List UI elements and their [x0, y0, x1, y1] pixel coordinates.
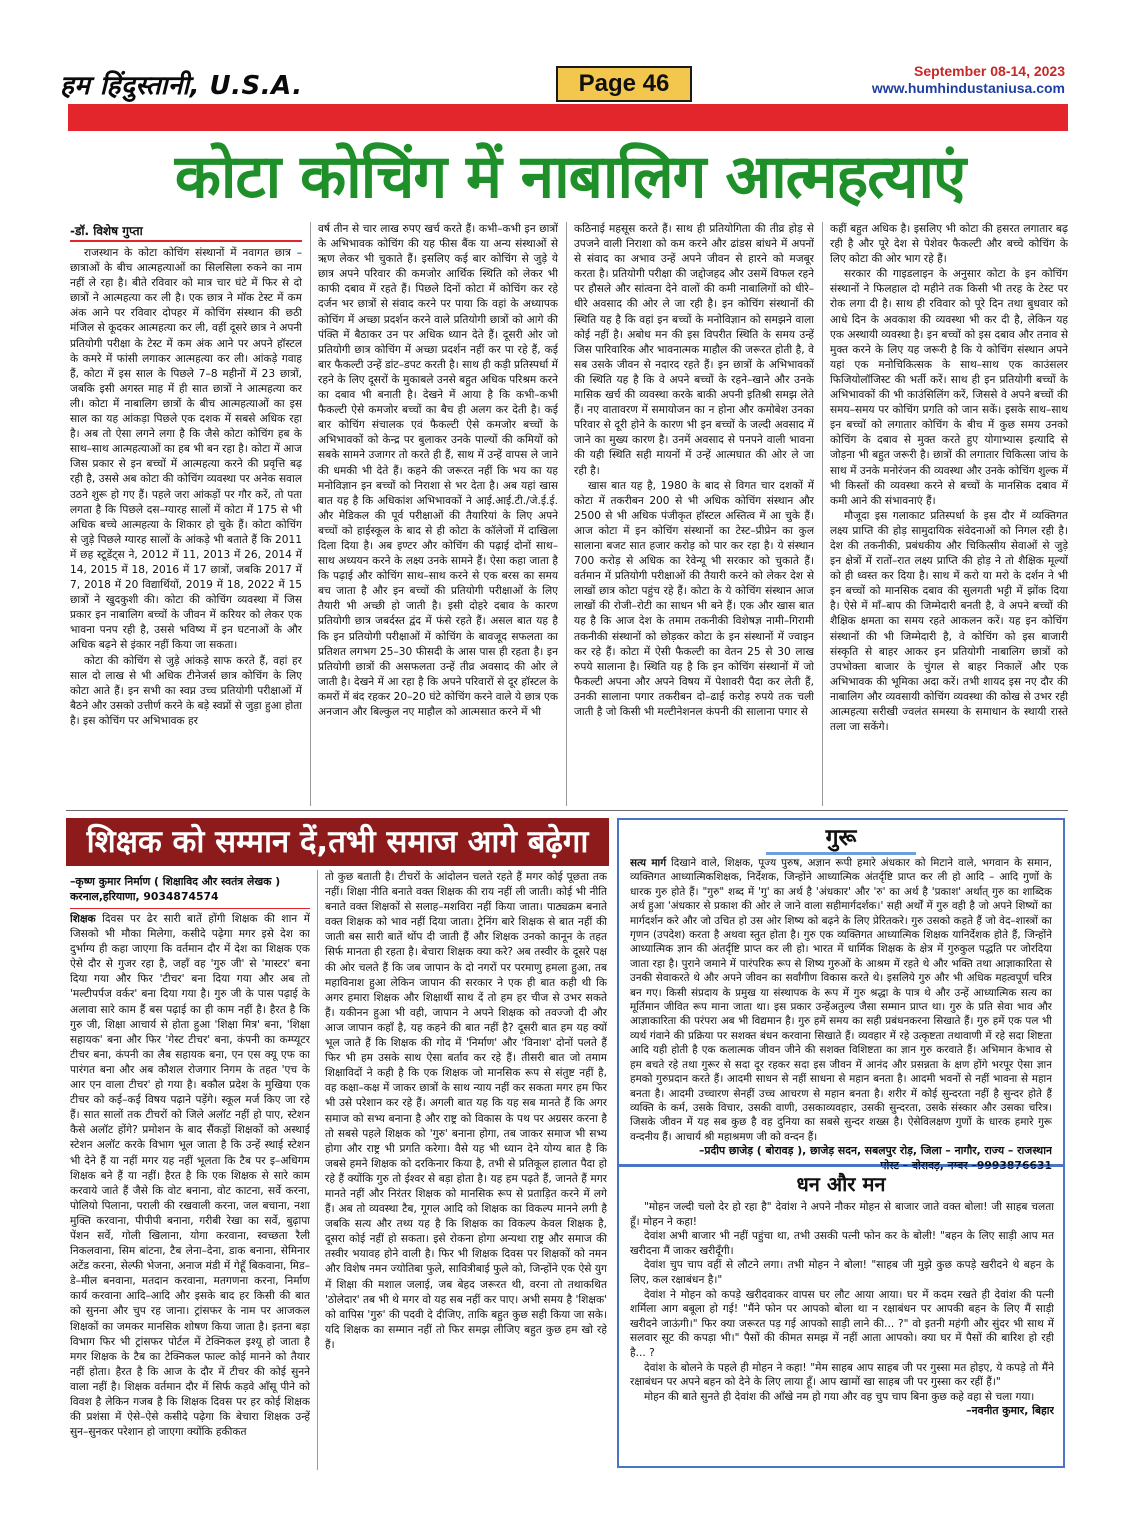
teacher-article-headline: शिक्षक को सम्मान दें,तभी समाज आगे बढ़ेगा: [66, 818, 609, 866]
paragraph-text: दिवस पर ढेर सारी बातें होंगी शिक्षक की शान में जिसको भी मौका मिलेगा, कसीदे पढ़ेगा मगर इसे देश का दुर्भाग्य ही कहा जाएगा कि वर्तमान दौर में देश का शिक्षक एक ऐसे दौर से गुजर रहा है, जहाँ वह 'गुरु जी' से 'मास्टर' बना दिया गया और फिर 'टीचर' बना दिया गया और अब तो 'मल्टीपर्पज वर्कर' बना दिया गया है। गुरु जी के पास पढ़ाई के अलावा सारे काम हैं बस पढ़ाई का ही काम नहीं है। हैरत है कि गुरु जी, शिक्षा आचार्य से होता हुआ 'शिक्षा मित्र' बना, 'शिक्षा सहायक' बना और फिर 'गेस्ट टीचर' बना, कंपनी का कम्प्यूटर टीचर बना, कंपनी का लैब सहायक बना, एन एस क्यू एफ का पारंगत बना और अब कौशल रोजगार निगम के तहत 'एच के आर एन वाला टीचर' हो गया है। बकौल प्रदेश के मुखिया एक टीचर को कई–कई विषय पढ़ाने पड़ेंगे। स्कूल मर्ज किए जा रहे हैं। सात सालों तक टीचरों को जिले अलॉट नहीं हो पाए, स्टेशन कैसे अलॉट होंगे? प्रमोशन के बाद सैंकड़ों शिक्षकों को अस्थाई स्टेशन अलॉट करके विभाग भूल जाता है कि उन्हें स्थाई स्टेशन भी देने हैं या नहीं मगर यह नहीं भूलता कि टैब पर इ–अधिगम शिक्षक बने हैं या नहीं। हैरत है कि एक शिक्षक से सारे काम करवाये जाते हैं जैसे कि वोट बनाना, वोट काटना, सर्वे करना, पोलियो पिलाना, पराली की रखवाली करना, जल बचाना, नशा मुक्ति करवाना, पीपीपी बनाना, गरीबी रेखा का सर्वे, बुढ़ापा पेंशन सर्वे, गोली खिलाना, योगा करवाना, स्वच्छता रैली निकलवाना, सिम बांटना, टैब लेना–देना, डाक बनाना, सेमिनार अटेंड करना, सेल्फी भेजना, अनाज मंडी में गेहूँ बिकवाना, मिड–डे–मील बनवाना, मतदान करवाना, मतगणना करना, निर्माण कार्य करवाना आदि–आदि और इसके बाद हर किसी की बात को सुनना और चुप रह जाना। ट्रांसफर के नाम पर आजकल शिक्षकों का जमकर मानसिक शोषण किया जाता है। इतना बड़ा विभाग फिर भी ट्रांसफर पोर्टल में टेक्निकल इश्यू हो जाता है मगर शिक्षक के टैब का टेक्निकल फाल्ट कोई मानने को तैयार नहीं होता। हैरत है कि आज के दौर में टीचर की कोई सुनने वाला नहीं है। शिक्षक वर्तमान दौर में सिर्फ कड़वे आँसू पीने को विवश है लेकिन गजब है कि शिक्षक दिवस पर हर कोई शिक्षक की प्रशंसा में ऐसे–ऐसे कसीदे पढ़ेगा कि बेचारा शिक्षक उन्हें सुन–सुनकर परेशान हो जाएगा क्योंकि हकीकत: [70, 913, 310, 1439]
paragraph: तो कुछ बताती है। टीचरों के आंदोलन चलते रहते हैं मगर कोई पूछता तक नहीं। शिक्षा नीति बनाते वक्त शिक्षक की राय नहीं ली जाती। कोई भी नीति बनाते वक्त शिक्षकों से सलाह–मशविरा नहीं किया जाता। पाठ्यक्रम बनाते वक्त शिक्षक को भाव नहीं दिया जाता। ट्रेनिंग बारे शिक्षक से बात नहीं की जाती बस सारी बातें थोंप दी जाती हैं और शिक्षक उनको कानून के तहत सिर्फ मानता ही रहता है। बेचारा शिक्षक क्या करे? अब तस्वीर के दूसरे पक्ष की ओर चलते हैं कि जब जापान के दो नगरों पर परमाणु हमला हुआ, तब महाविनाश हुआ लेकिन जापान की सरकार ने एक ही बात कही थी कि अगर हमारा शिक्षक और शिक्षार्थी साथ दें तो हम हर चीज से उभर सकते हैं। यकीनन हुआ भी वही, जापान ने अपने शिक्षक को तवज्जो दी और आज जापान कहाँ है, यह कहने की बात नहीं है? दूसरी बात हम यह क्यों भूल जाते हैं कि शिक्षक की गोद में 'निर्माण' और 'विनाश' दोनों पलते हैं फिर भी हम उसके साथ ऐसा बर्ताव कर रहे हैं। तीसरी बात जो तमाम शिक्षाविदों ने कही है कि एक शिक्षक जो मानसिक रूप से संतुष्ट नहीं है, वह कक्षा–कक्ष में जाकर छात्रों के साथ न्याय नहीं कर सकता मगर हम फिर भी उसे परेशान कर रहे हैं। अगली बात यह कि यह सब मानते हैं कि अगर समाज को सभ्य बनाना है और राष्ट्र को विकास के पथ पर अग्रसर करना है तो सबसे पहले शिक्षक को 'गुरु' बनाना होगा, तब जाकर समाज भी सभ्य होगा और राष्ट्र भी प्रगति करेगा। वैसे यह भी ध्यान देने योग्य बात है कि जबसे हमने शिक्षक को दरकिनार किया है, तभी से प्रतिकूल हालात पैदा हो रहे हैं क्योंकि गुरु तो ईश्वर से बड़ा होता है। यह हम पढ़ते हैं, जानते हैं मगर मानते नहीं और निरंतर शिक्षक को मानसिक रूप से प्रताड़ित करने में लगे हैं। अब तो व्यवस्था टैब, गूगल आदि को शिक्षक का विकल्प मानने लगी है जबकि सत्य और तथ्य यह है कि शिक्षक का विकल्प केवल शिक्षक है, दूसरा कोई नहीं हो सकता। इसे रोकना होगा अन्यथा राष्ट्र और समाज की तस्वीर भयावह होने वाली है। फिर भी शिक्षक दिवस पर शिक्षकों को नमन और विशेष नमन ज्योतिबा फुले, सावित्रीबाई फुले को, जिन्होंने एक ऐसे युग में शिक्षा की मशाल जलाई, जब बेहद जरूरत थी, वरना तो तथाकथित 'ठोलेदार' तब भी थे मगर वो यह सब नहीं कर पाए। अभी समय है 'शिक्षक' को वापिस 'गुरु' की पदवी दे दीजिए, ताकि बहुत कुछ सही किया जा सके। यदि शिक्षक का सम्मान नहीं तो फिर समझ लीजिए बहुत कुछ हम खो रहे हैं।: [325, 871, 607, 1351]
main-headline: कोटा कोचिंग में नाबालिग आत्महत्याएं: [174, 142, 966, 212]
paragraph: देवांश ने मोहन को कपड़े खरीदवाकर वापस घर लौट आया आया। घर में कदम रखते ही देवांश की पत्नी शर्मिला आग बबूला हो गई! "मैंने फोन पर आपको बोला था न रक्षाबंधन पर आपकी बहन के लिए मैं साड़ी खरीदने जाऊंगी।" फिर क्या जरूरत पड़ गई आपको साड़ी लाने की... ?" वो इतनी महंगी और सुंदर भी साथ में सलवार सूट की कपड़ा भी।" पैसों की कीमत समझ में नहीं आता आपको। क्या घर में पैसों की बारिश हो रही है... ?: [630, 1288, 1054, 1359]
column-divider: [822, 222, 823, 806]
byline-location: करनाल,हरियाणा, 9034874574: [70, 890, 219, 903]
author-underline: [70, 240, 302, 242]
page-number-tab: Page 46: [556, 66, 692, 102]
lead-phrase: सत्य मार्ग: [630, 857, 667, 869]
paragraph: खास बात यह है, 1980 के बाद से विगत चार दशकों में कोटा में तकरीबन 200 से भी अधिक कोचिंग संस्थान और 2500 से भी अधिक पंजीकृत हॉस्टल अस्तित्व में आ चुके हैं। आज कोटा में इन कोचिंग संस्थानों का टेस्ट–प्रीप्रेन का कुल सालाना बजट सात हजार करोड़ को पार कर रहा है। ये संस्थान 700 करोड़ से अधिक का रेवेन्यू भी सरकार को चुकाते हैं। वर्तमान में प्रतियोगी परीक्षाओं की तैयारी करने को लेकर देश से लाखों छात्र कोटा पहुंच रहे हैं। कोटा के ये कोचिंग संस्थान आज लाखों की रोजी–रोटी का साधन भी बने हैं। एक और खास बात यह है कि आज देश के तमाम तकनीकी विशेषज्ञ नामी–गिरामी तकनीकी संस्थानों को छोड़कर कोटा के इन संस्थानों में ज्वाइन कर रहे हैं। कोटा में ऐसी फैकल्टी का वेतन 25 से 30 लाख रुपये सालाना है। स्थिति यह है कि इन कोचिंग संस्थानों में जो फैकल्टी अपना और अपने विषय में पेशावरी पैदा कर लेती हैं, उनकी सालाना पगार तकरीबन दो–ढाई करोड़ रुपये तक चली जाती है जो किसी भी मल्टीनेशनल कंपनी की सालाना पगार से: [574, 479, 814, 718]
section-divider: [66, 810, 1068, 811]
red-header-band: [68, 104, 1068, 131]
paragraph: राजस्थान के कोटा कोचिंग संस्थानों में नवागत छात्र – छात्राओं के बीच आत्महत्याओं का सिलसिला रुकने का नाम नहीं ले रहा है। बीते रविवार को मात्र चार घंटे में फिर से दो छात्रों ने आत्महत्या कर ली है। एक छात्र ने मॉक टेस्ट में कम अंक आने पर रविवार दोपहर में कोचिंग संस्थान की छठी मंजिल से कूदकर आत्महत्या कर ली, वहीं दूसरे छात्र ने अपनी प्रतियोगी परीक्षा के टेस्ट में कम अंक आने पर अपने हॉस्टल के कमरे में फांसी लगाकर आत्महत्या कर ली। आंकड़े गवाह हैं, कोटा में इस साल के पिछले 7–8 महीनों में 23 छात्रों, जबकि इसी अगस्त माह में ही सात छात्रों ने आत्महत्या कर ली। कोटा में नाबालिग छात्रों के बीच आत्महत्याओं का इस साल का यह आंकड़ा पिछले एक दशक में सबसे अधिक रहा है। अब तो ऐसा लगने लगा है कि जैसे कोटा कोचिंग हब के साथ–साथ आत्महत्याओं का हब भी बन रहा है। कोटा में आज जिस प्रकार से इन बच्चों में आत्महत्या करने की प्रवृत्ति बढ़ रही है, उससे अब कोटा की कोचिंग व्यवस्था पर अनेक सवाल उठने शुरू हो गए हैं। पहले जरा आंकड़ों पर गौर करें, तो पता लगता है कि पिछले दस–ग्यारह सालों में कोटा में 175 से भी अधिक बच्चे आत्महत्या के शिकार हो चुके हैं। कोटा कोचिंग से जुड़े पिछले ग्यारह सालों के आंकड़े भी बताते हैं कि 2011 में छह स्टूडेंट्स ने, 2012 में 11, 2013 में 26, 2014 में 14, 2015 में 18, 2016 में 17 छात्रों, जबकि 2017 में 7, 2018 में 20 विद्यार्थियों, 2019 में 18, 2022 में 15 छात्रों ने खुदकुशी की। कोटा की कोचिंग व्यवस्था में जिस प्रकार इन नाबालिग बच्चों के जीवन में करियर को लेकर एक भावना पनप रही है, उससे भविष्य में इन घटनाओं के और अधिक बढ़ने से इंकार नहीं किया जा सकता।: [70, 247, 302, 652]
main-article-column-1: [70, 246, 302, 806]
paragraph: देवांश के बोलने के पहले ही मोहन ने कहा! "मेम साहब आप साहब जी पर गुस्सा मत होइए, ये कपड़े तो मैंने रक्षाबंधन पर अपने बहन को देने के लिए लाया हूँ। आप खामों खा साहब जी पर गुस्सा कर रहीं हैं।": [630, 1361, 1054, 1389]
paragraph: वर्ष तीन से चार लाख रुपए खर्च करते हैं। कभी–कभी इन छात्रों के अभिभावक कोचिंग की यह फीस बैंक या अन्य संस्थाओं से ऋण लेकर भी चुकाते हैं। इसलिए कई बार कोचिंग से जुड़े ये छात्र अपने परिवार की कमजोर आर्थिक स्थिति को लेकर भी काफी दबाव में रहते हैं। पिछले दिनों कोटा में कोचिंग कर रहे दर्जन भर छात्रों से संवाद करने पर पाया कि वहां के अध्यापक कोचिंग में अच्छा प्रदर्शन करने वाले प्रतियोगी छात्रों को आगे की पंक्ति में बैठाकर उन पर अधिक ध्यान देते हैं। दूसरी ओर जो प्रतियोगी छात्र कोचिंग में अच्छा प्रदर्शन नहीं कर पा रहे हैं, कई बार फैकल्टी उन्हें डांट–डपट करती है। साथ ही कड़ी प्रतिस्पर्धा में रहने के लिए दूसरों के मुकाबले उनसे बहुत अधिक परिश्रम करने का दबाव भी बनाती है। देखने में आया है कि कभी–कभी फैकल्टी ऐसे कमजोर बच्चों का बैच ही अलग कर देती है। कई बार कोचिंग संचालक एवं फैकल्टी ऐसे कमजोर बच्चों के अभिभावकों को केन्द्र पर बुलाकर उनके पाल्यों की कमियों को सबके सामने उजागर तो करते ही हैं, साथ में उन्हें वापस ले जाने की धमकी भी देते हैं। कहने की जरूरत नहीं कि भय का यह मनोविज्ञान इन बच्चों को निराशा से भर देता है। अब यहां खास बात यह है कि अधिकांश अभिभावकों ने आई.आई.टी./जे.ई.ई. और मेडिकल की पूर्व परीक्षाओं की तैयारियां के लिए अपने बच्चों को हाईस्कूल के बाद से ही कोटा के कॉलेजों में दाखिला दिला दिया है। अब इण्टर और कोचिंग की पढ़ाई दोनों साथ–साथ अध्ययन करने के लक्ष्य उनके सामने हैं। ऐसा कहा जाता है कि पढ़ाई और कोचिंग साथ–साथ करने से एक बरस का समय बच जाता है और इन बच्चों की प्रतियोगी परीक्षाओं के लिए तैयारी भी अच्छी हो जाती है। इसी दोहरे दबाव के कारण प्रतियोगी छात्र जबर्दस्त द्वंद में फंसे रहते हैं। असल बात यह है कि इन प्रतियोगी परीक्षाओं में कोचिंग के बावजूद सफलता का प्रतिशत लगभग 25–30 फीसदी के आस पास ही रहता है। इन प्रतियोगी छात्रों की असफलता उन्हें तीव्र अवसाद की ओर ले जाती है। देखने में आ रहा है कि अपने परिवारों से दूर हॉस्टल के कमरों में बंद रहकर 20–20 घंटे कोचिंग करने वाले ये छात्र एक अनजान और बिल्कुल नए माहौल को आत्मसात करने में भी: [318, 223, 558, 718]
guru-box-body: [630, 856, 1052, 1173]
paragraph: "मोहन जल्दी चलो देर हो रहा है" देवांश ने अपने नौकर मोहन से बाजार जाते वक्त बोला! जी साहब चलता हूँ। मोहन ने कहा!: [630, 1201, 1054, 1228]
dhan-signature: –नवनीत कुमार, बिहार: [966, 1404, 1054, 1418]
byline-author: –कृष्ण कुमार निर्माण ( शिक्षाविद और स्वतंत्र लेखक ): [70, 875, 281, 888]
main-article-column-3: [574, 222, 814, 806]
website-link[interactable]: www.humhindustaniusa.com: [871, 80, 1065, 96]
paragraph: कठिनाई महसूस करते हैं। साथ ही प्रतियोगिता की तीव्र होड़ से उपजने वाली निराशा को कम करने और ढांडस बांधने में अपनों से संवाद का अभाव उन्हें अपने जीवन से हारने को मजबूर करता है। प्रतियोगी परीक्षा की जद्दोजहद और उसमें विफल रहने पर हौसले और सांत्वना देने वालों की कमी नाबालिगों को धीरे–धीरे अवसाद की ओर ले जा रही है। इन कोचिंग संस्थानों की स्थिति यह है कि वहां इन बच्चों के मनोविज्ञान को समझने वाला कोई नहीं है। अबोध मन की इस विपरीत स्थिति के समय उन्हें जिस पारिवारिक और भावनात्मक माहौल की जरूरत होती है, वे सब उसके जीवन से नदारद रहते हैं। इन छात्रों के अभिभावकों की स्थिति यह है कि वे अपने बच्चों के रहने–खाने और उनके मासिक खर्च की व्यवस्था करके बाकी अपनी इतिश्री समझ लेते हैं। नए वातावरण में समायोजन का न होना और कमोबेश उनका परिवार से दूरी होने के कारण भी इन बच्चों के जल्दी अवसाद में जाने का मुख्य कारण है। उनमें अवसाद से पनपने वाली भावना की यही स्थिति सही मायनों में उन्हें आत्मघात की ओर ले जा रही है।: [574, 223, 814, 477]
paragraph: [70, 912, 310, 1440]
paragraph: देवांश अभी बाजार भी नहीं पहुंचा था, तभी उसकी पत्नी फोन कर के बोली! "बहन के लिए साड़ी आप मत खरीदना मैं जाकर खरीदूँगी।: [630, 1230, 1054, 1257]
teacher-article-column-2: [325, 870, 607, 1470]
issue-date: September 08-14, 2023: [914, 63, 1065, 79]
byline-underline: [70, 908, 310, 909]
main-author: -डॉ. विशेष गुप्ता: [70, 224, 143, 238]
teacher-article-byline: [70, 874, 310, 904]
main-article-column-2: [318, 222, 558, 806]
guru-title: गुरू: [825, 825, 857, 851]
paragraph: देवांश चुप चाप वहीं से लौटने लगा। तभी मोहन ने बोला! "साहब जी मुझे कुछ कपड़े खरीदने थे बहन के लिए, कल रक्षाबंधन है।": [630, 1259, 1054, 1286]
paragraph: मोहन की बाते सुनते ही देवांश की आँखे नम हो गया और वह चुप चाप बिना कुछ कहे वहा से चला गया।: [644, 1390, 1035, 1403]
lead-word: शिक्षक: [70, 913, 96, 925]
guru-title-underline: [766, 852, 916, 855]
box-divider: [617, 1166, 1065, 1167]
main-article-column-4: [830, 222, 1068, 806]
teacher-article-column-1: [70, 912, 310, 1472]
column-divider: [310, 222, 311, 806]
masthead-title: हम हिंदुस्तानी, U.S.A.: [60, 71, 303, 101]
paragraph: मौजूदा इस गलाकाट प्रतिस्पर्धा के इस दौर में व्यक्तिगत लक्ष्य प्राप्ति की होड़ सामुदायिक संवेदनाओं को निगल रही है। देश की तकनीकी, प्रबंधकीय और चिकित्सीय सेवाओं से जुड़े इन क्षेत्रों में रातों–रात लक्ष्य प्राप्ति की होड़ ने तो शैक्षिक मूल्यों को ही ध्वस्त कर दिया है। साथ में करो या मरो के दर्शन ने भी इन बच्चों को मानसिक दबाव की सुलगती भट्टी में झोंक दिया है। ऐसे में माँ–बाप की जिम्मेदारी बनती है, वे अपने बच्चों की शैक्षिक क्षमता का समय रहते आकलन करें। यह इन कोचिंग संस्थानों की भी जिम्मेदारी है, वे कोचिंग को इस बाजारी संस्कृति से बाहर आकर इन प्रतियोगी नाबालिग छात्रों को उपभोक्ता बाजार के चुंगल से बाहर निकालें और एक अभिभावक की भूमिका अदा करें। तभी शायद इस नए दौर की नाबालिग और व्यवसायी कोचिंग व्यवस्था की कोख से उभर रही आत्महत्या सरीखी ज्वलंत समस्या के समाधान के स्थायी रास्ते तला जा सकेंगे।: [830, 509, 1068, 734]
dhan-box-body: [630, 1200, 1054, 1419]
paragraph: कोटा की कोचिंग से जुड़े आंकड़े साफ करते हैं, वहां हर साल दो लाख से भी अधिक टीनेजर्स छात्र कोचिंग के लिए कोटा आते हैं। इन सभी का स्वप्न उच्च प्रतियोगी परीक्षाओं में बैठने और उसको उत्तीर्ण करने के बड़े स्वप्नों से जुड़ा हुआ होता है। इस कोचिंग पर अभिभावक हर: [70, 654, 302, 727]
column-divider: [317, 870, 318, 1470]
column-divider: [566, 222, 567, 806]
paragraph: [630, 856, 1052, 1144]
paragraph: सरकार की गाइडलाइन के अनुसार कोटा के इन कोचिंग संस्थानों ने फिलहाल दो महीने तक किसी भी तरह के टेस्ट पर रोक लगा दी है। साथ ही रविवार को पूरे दिन तथा बुधवार को आधे दिन के अवकाश की व्यवस्था भी कर दी है, लेकिन यह एक अस्थायी व्यवस्था है। इन बच्चों को इस दबाव और तनाव से मुक्त करने के लिए यह जरूरी है कि ये कोचिंग संस्थान अपने यहां एक मनोचिकित्सक के साथ–साथ एक काउंसलर फिजियोलॉजिस्ट की भर्ती करें। साथ ही इन प्रतियोगी बच्चों के अभिभावकों की भी काउंसिलिंग करें, जिससे वे अपने बच्चों की समय–समय पर कोचिंग प्रगति को जान सकें। इसके साथ–साथ इन बच्चों को लगातार कोचिंग के बीच में कुछ समय उनको कोचिंग के दबाव से मुक्त करते हुए योगाभ्यास इत्यादि से जोड़ना भी बहुत जरूरी है। छात्रों की लगातार चिकित्सा जांच के साथ में उनके मनोरंजन की व्यवस्था और उनके कोचिंग शुल्क में भी किस्तों की व्यवस्था करने से बच्चों के मानसिक दबाव में कमी आने की संभावनाएं हैं।: [830, 268, 1068, 507]
paragraph: कहीं बहुत अधिक है। इसलिए भी कोटा की हसरत लगातार बढ़ रही है और पूरे देश से पेशेवर फैकल्टी और बच्चे कोचिंग के लिए कोटा की ओर भाग रहे हैं।: [830, 223, 1068, 266]
guru-signature-line-1: –प्रदीप छाजेड़ ( बोरावड़ ), छाजेड़ सदन, सबलपुर रोड़, जिला – नागौर, राज्य – राजस्थान: [698, 1144, 1052, 1158]
paragraph-text: दिखाने वाले, शिक्षक, पूज्य पुरुष, अज्ञान रूपी हमारे अंधकार को मिटाने वाले, भगवान के समान, व्यक्तिगत आध्यात्मिकशिक्षक, निर्देशक, जिन्होंने आध्यात्मिक अंतर्दृष्टि प्राप्त कर ली हो आदि – आदि गुणों के धारक गुरु होते हैं। "गुरु" शब्द में 'गु' का अर्थ है 'अंधकार' और 'रु' का अर्थ है 'प्रकाश' अर्थात् गुरु का शाब्दिक अर्थ हुआ 'अंधकार से प्रकाश की ओर ले जाने वाला सहीमार्गदर्शक।' सही अर्थों में गुरु वही है जो अपने शिष्यों का मार्गदर्शन करे और जो उचित हो उस ओर शिष्य को बढ़ने के लिए प्रेरितकरे। गुरु उसको कहते हैं जो वेद–शास्त्रों का गृणन (उपदेश) करता है अथवा स्तुत होता है। गुरु एक व्यक्तिगत आध्यात्मिक शिक्षक यानिर्देशक होते हैं, जिन्होंने आध्यात्मिक ज्ञान की अंतर्दृष्टि प्राप्त कर ली हो। भारत में धार्मिक शिक्षक के क्षेत्र में गुरुकुल पद्धति पर जोरदिया जाता रहा है। पुराने जमाने में पारंपरिक रूप से शिष्य गुरुओं के आश्रम में रहते थे और भक्ति तथा आज्ञाकारिता से उनकी सेवाकरते थे और अपने जीवन का सर्वांगीण विकास करते थे। इसलिये गुरु और भी अधिक महत्वपूर्ण चरित्र बन गए। किसी संप्रदाय के प्रमुख या संस्थापक के रूप में गुरु श्रद्धा के पात्र थे और उन्हें आध्यात्मिक सत्य का मूर्तिमान जीवित रूप माना जाता था। इस प्रकार उन्हेंअतुल्य जैसा सम्मान प्राप्त था। गुरु के प्रति सेवा भाव और आज्ञाकारिता की परंपरा अब भी विद्यमान है। गुरु हमें समय का सही प्रबंधनकरना सिखाते हैं। गुरु हमें एक पल भी व्यर्थ गंवाने की प्रक्रिया पर सशक्त बंधन करवाना सिखाते हैं। व्यवहार में रहे उत्कृष्टता तथावाणी में रहे सदा शिष्टता आदि यही होती है एक कलात्मक जीवन जीने की सशक्त विशिष्टता का ज्ञान गुरु करवाते हैं। अभिमान केभाव से हम बचते रहे तथा गुरूर से सदा दूर रहकर सदा इस जीवन में आनंद और प्रसन्नता के क्षण होंगे भरपूर ऐसा ज्ञान हमको गुरुप्रदान करते हैं। आदमी साधन से नहीं साधना से महान बनता है। आदमी भवनों से नहीं भावना से महान बनता है। आदमी उच्चारण सेनहीं उच्च आचरण से महान बनता है। शरीर में कोई सुन्दरता नहीं है सुन्दर होते हैं व्यक्ति के कर्म, उसके विचार, उसकी वाणी, उसकाव्यवहार, उसकी सुन्दरता, उसके संस्कार और उसका चरित्र। जिसके जीवन में यह सब कुछ है वह दुनिया का सबसे सुन्दर शख्स है। ऐसेविलक्षण गुणों के धारक हमारे गुरू वन्दनीय हैं। आचार्य श्री महाश्रमण जी को वन्दन हैं।: [630, 857, 1052, 1143]
dhan-title: धन और मन: [796, 1172, 886, 1196]
